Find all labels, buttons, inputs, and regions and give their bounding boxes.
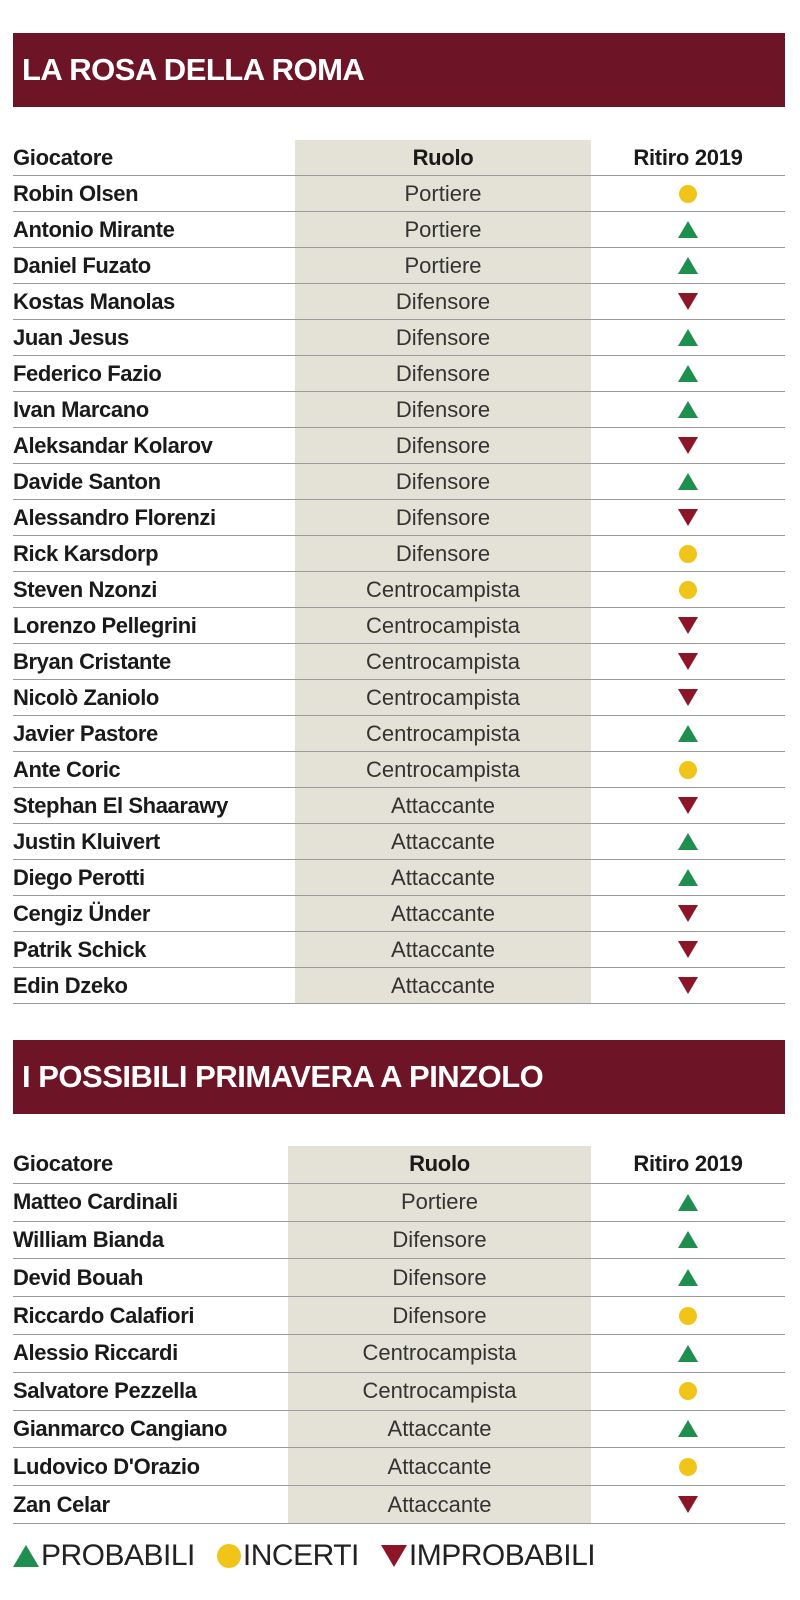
player-name: Alessio Riccardi (13, 1340, 178, 1366)
legend-improbabili-label: IMPROBABILI (408, 1539, 596, 1572)
triangle-up-icon (678, 329, 698, 346)
player-role: Portiere (400, 1189, 479, 1215)
status-cell (591, 176, 785, 211)
player-name: Javier Pastore (13, 720, 158, 746)
player-name: Federico Fazio (13, 360, 162, 386)
yellow-dot-icon (679, 581, 697, 599)
table-row (13, 320, 785, 356)
triangle-up-icon (678, 365, 698, 382)
triangle-up-icon (678, 1231, 698, 1248)
player-name: William Bianda (13, 1226, 164, 1252)
player-name: Lorenzo Pellegrini (13, 612, 197, 638)
player-role: Portiere (404, 180, 482, 206)
player-name: Gianmarco Cangiano (13, 1415, 228, 1441)
status-cell (591, 644, 785, 679)
player-name: Diego Perotti (13, 864, 145, 890)
legend-incerti (217, 1539, 359, 1573)
header-status: Ritiro 2019 (633, 1151, 743, 1177)
player-name: Robin Olsen (13, 180, 139, 206)
player-name: Kostas Manolas (13, 288, 175, 314)
player-role: Difensore (395, 396, 491, 422)
table-row (13, 176, 785, 212)
player-role: Centrocampista (362, 1340, 517, 1366)
triangle-down-icon (678, 293, 698, 310)
table-row (13, 680, 785, 716)
player-name: Patrik Schick (13, 936, 146, 962)
triangle-down-icon (678, 437, 698, 454)
player-name: Matteo Cardinali (13, 1189, 178, 1215)
player-role: Difensore (395, 432, 491, 458)
player-name: Edin Dzeko (13, 972, 128, 998)
player-name: Devid Bouah (13, 1264, 144, 1290)
yellow-dot-icon (679, 1382, 697, 1400)
triangle-up-icon (678, 1269, 698, 1286)
table-row (13, 572, 785, 608)
table-row (13, 1373, 785, 1411)
triangle-up-icon (678, 1420, 698, 1437)
status-cell (591, 248, 785, 283)
status-cell (591, 320, 785, 355)
table-row (13, 1335, 785, 1373)
table-row (13, 1259, 785, 1297)
table-row (13, 1297, 785, 1335)
player-name: Stephan El Shaarawy (13, 792, 228, 818)
status-cell (591, 896, 785, 931)
player-role: Difensore (392, 1226, 487, 1252)
table-row (13, 284, 785, 320)
player-role: Difensore (392, 1264, 487, 1290)
table-row (13, 1184, 785, 1222)
status-cell (591, 860, 785, 895)
triangle-down-icon (678, 1496, 698, 1513)
triangle-up-icon (678, 725, 698, 742)
triangle-down-icon (381, 1545, 407, 1567)
yellow-dot-icon (679, 545, 697, 563)
triangle-up-icon (13, 1545, 39, 1567)
player-name: Zan Celar (13, 1491, 110, 1517)
status-cell (591, 1259, 785, 1296)
triangle-up-icon (678, 1345, 698, 1362)
table-row (13, 248, 785, 284)
player-role: Attaccante (391, 972, 495, 998)
status-cell (591, 824, 785, 859)
player-name: Nicolò Zaniolo (13, 684, 159, 710)
status-cell (591, 356, 785, 391)
table-row (13, 392, 785, 428)
player-name: Bryan Cristante (13, 648, 171, 674)
status-cell (591, 464, 785, 499)
triangle-up-icon (678, 401, 698, 418)
table-row (13, 968, 785, 1004)
legend-improbabili (381, 1539, 595, 1573)
legend-incerti-label: INCERTI (242, 1539, 359, 1572)
status-cell (591, 680, 785, 715)
triangle-up-icon (678, 257, 698, 274)
status-cell (591, 788, 785, 823)
table-row (13, 608, 785, 644)
table-row (13, 824, 785, 860)
status-cell (591, 212, 785, 247)
player-role: Centrocampista (365, 756, 521, 782)
triangle-down-icon (678, 797, 698, 814)
yellow-dot-icon (217, 1544, 241, 1568)
yellow-dot-icon (679, 1307, 697, 1325)
player-role: Attaccante (391, 900, 495, 926)
triangle-down-icon (678, 509, 698, 526)
triangle-down-icon (678, 689, 698, 706)
player-name: Rick Karsdorp (13, 540, 159, 566)
player-name: Antonio Mirante (13, 216, 175, 242)
table-row (13, 860, 785, 896)
table-header (13, 1146, 785, 1184)
status-cell (591, 1184, 785, 1221)
table-row (13, 536, 785, 572)
player-role: Portiere (404, 216, 482, 242)
player-role: Attaccante (387, 1415, 492, 1441)
player-name: Alessandro Florenzi (13, 504, 216, 530)
player-role: Attaccante (391, 828, 495, 854)
status-cell (591, 608, 785, 643)
header-status: Ritiro 2019 (633, 144, 743, 170)
player-role: Difensore (395, 468, 491, 494)
status-cell (591, 932, 785, 967)
table-header (13, 140, 785, 176)
legend-probabili-label: PROBABILI (41, 1539, 195, 1572)
player-role: Centrocampista (365, 648, 521, 674)
status-cell (591, 1335, 785, 1372)
status-cell (591, 968, 785, 1003)
status-cell (591, 1411, 785, 1448)
yellow-dot-icon (679, 1458, 697, 1476)
primavera-table (13, 1146, 785, 1524)
table-row (13, 1448, 785, 1486)
table-row (13, 356, 785, 392)
legend-probabili (13, 1539, 195, 1573)
player-role: Attaccante (387, 1491, 492, 1517)
player-role: Difensore (395, 540, 491, 566)
player-name: Steven Nzonzi (13, 576, 157, 602)
player-name: Cengiz Ünder (13, 900, 150, 926)
player-name: Ivan Marcano (13, 396, 149, 422)
player-role: Attaccante (391, 792, 495, 818)
triangle-down-icon (678, 653, 698, 670)
triangle-up-icon (678, 1194, 698, 1211)
table-row (13, 788, 785, 824)
status-cell (591, 500, 785, 535)
player-role: Difensore (395, 324, 491, 350)
table-row (13, 752, 785, 788)
player-name: Ante Coric (13, 756, 121, 782)
legend (13, 1536, 617, 1576)
rosa-table (13, 140, 785, 1004)
status-cell (591, 284, 785, 319)
triangle-down-icon (678, 905, 698, 922)
triangle-up-icon (678, 473, 698, 490)
header-role: Ruolo (412, 144, 474, 170)
player-role: Attaccante (391, 936, 495, 962)
player-role: Difensore (395, 360, 491, 386)
table-row (13, 932, 785, 968)
table-row (13, 1411, 785, 1449)
player-role: Centrocampista (365, 720, 521, 746)
status-cell (591, 1373, 785, 1410)
triangle-down-icon (678, 617, 698, 634)
player-name: Juan Jesus (13, 324, 129, 350)
status-cell (591, 1486, 785, 1523)
section-title-primavera: I POSSIBILI PRIMAVERA A PINZOLO (13, 1040, 785, 1114)
status-cell (591, 752, 785, 787)
player-name: Riccardo Calafiori (13, 1302, 195, 1328)
table-row (13, 212, 785, 248)
table-row (13, 1486, 785, 1524)
player-role: Difensore (395, 504, 491, 530)
player-name: Justin Kluivert (13, 828, 160, 854)
table-row (13, 896, 785, 932)
triangle-up-icon (678, 833, 698, 850)
table-row (13, 1222, 785, 1260)
player-role: Centrocampista (362, 1378, 517, 1404)
table-row (13, 644, 785, 680)
player-name: Ludovico D'Orazio (13, 1453, 200, 1479)
triangle-up-icon (678, 869, 698, 886)
player-role: Centrocampista (365, 684, 521, 710)
player-role: Difensore (395, 288, 491, 314)
player-role: Difensore (392, 1302, 487, 1328)
yellow-dot-icon (679, 185, 697, 203)
status-cell (591, 536, 785, 571)
triangle-down-icon (678, 977, 698, 994)
player-role: Attaccante (391, 864, 495, 890)
status-cell (591, 572, 785, 607)
player-role: Centrocampista (365, 612, 521, 638)
table-row (13, 464, 785, 500)
status-cell (591, 1297, 785, 1334)
player-name: Aleksandar Kolarov (13, 432, 213, 458)
section-title-rosa: LA ROSA DELLA ROMA (13, 33, 785, 107)
player-role: Attaccante (387, 1453, 492, 1479)
status-cell (591, 716, 785, 751)
status-cell (591, 1448, 785, 1485)
triangle-down-icon (678, 941, 698, 958)
status-cell (591, 1222, 785, 1259)
header-player: Giocatore (13, 1151, 113, 1177)
yellow-dot-icon (679, 761, 697, 779)
triangle-up-icon (678, 221, 698, 238)
table-row (13, 716, 785, 752)
table-row (13, 500, 785, 536)
player-name: Daniel Fuzato (13, 252, 151, 278)
status-cell (591, 392, 785, 427)
header-role: Ruolo (409, 1151, 470, 1177)
player-role: Portiere (404, 252, 482, 278)
player-name: Davide Santon (13, 468, 161, 494)
table-row (13, 428, 785, 464)
player-name: Salvatore Pezzella (13, 1378, 197, 1404)
player-role: Centrocampista (365, 576, 521, 602)
header-player: Giocatore (13, 144, 113, 170)
status-cell (591, 428, 785, 463)
